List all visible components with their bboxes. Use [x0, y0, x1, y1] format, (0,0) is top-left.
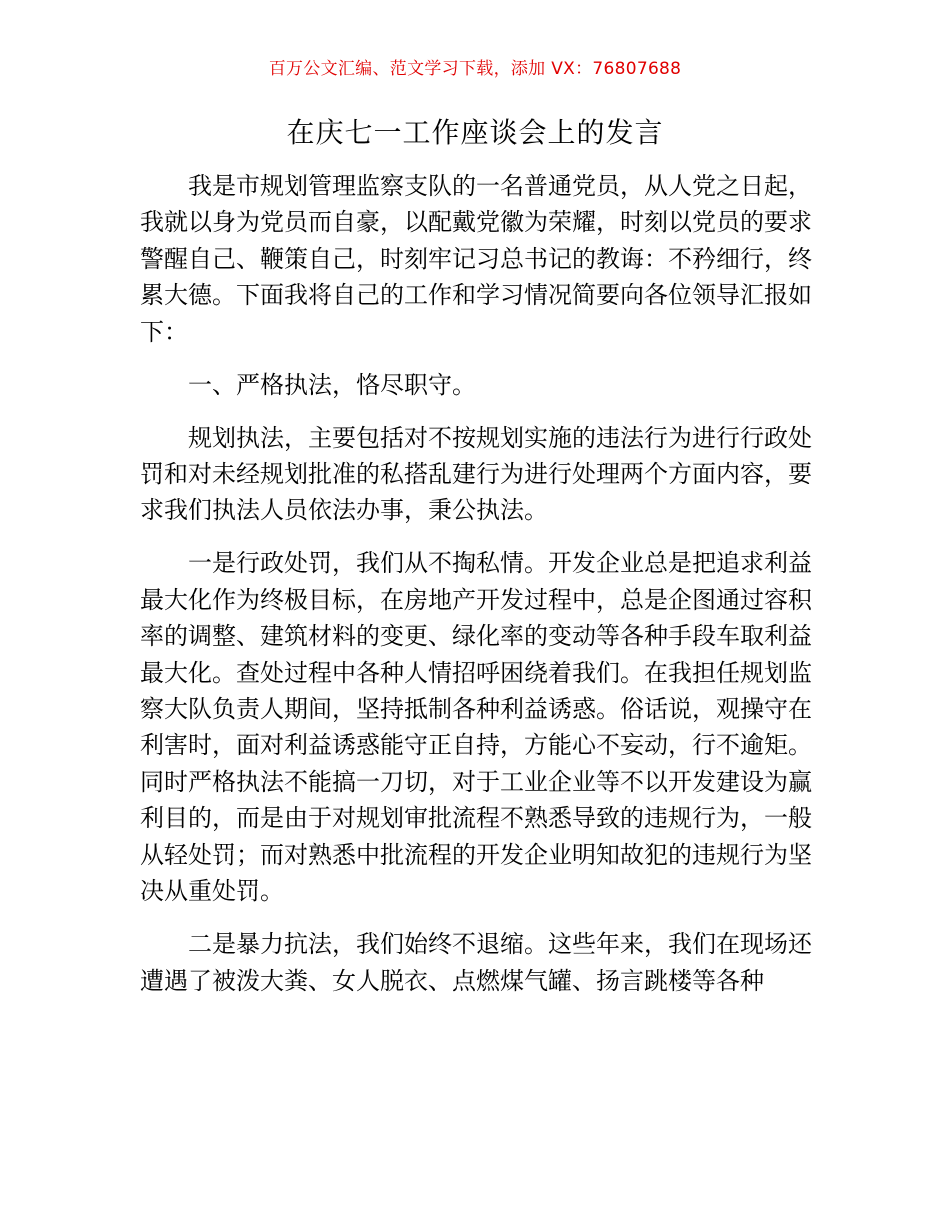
paragraph-violent-resistance: 二是暴力抗法，我们始终不退缩。这些年来，我们在现场还遭遇了被泼大粪、女人脱衣、点燃煤气罐、扬言跳楼等各种 [140, 930, 812, 995]
section-heading-1: 一、严格执法，恪尽职守。 [188, 370, 476, 399]
document-title: 在庆七一工作座谈会上的发言 [286, 116, 664, 149]
document-body [140, 168, 812, 999]
paragraph-intro: 我是市规划管理监察支队的一名普通党员，从人党之日起，我就以身为党员而自豪，以配戴党徽为荣耀，时刻以党员的要求警醒自己、鞭策自己，时刻牢记习总书记的教诲：不矜细行，终累大德。下面我将自己的工作和学习情况简要向各位领导汇报如下： [140, 172, 812, 346]
paragraph-administrative-penalty: 一是行政处罚，我们从不掏私情。开发企业总是把追求利益最大化作为终极目标，在房地产开发过程中，总是企图通过容积率的调整、建筑材料的变更、绿化率的变动等各种手段车取利益最大化。查处过程中各种人情招呼困绕着我们。在我担任规划监察大队负责人期间，坚持抵制各种利益诱惑。俗话说，观操守在利害时，面对利益诱惑能守正自持，方能心不妄动，行不逾矩。同时严格执法不能搞一刀切，对于工业企业等不以开发建设为赢利目的，而是由于对规划审批流程不熟悉导致的违规行为，一般从轻处罚；而对熟悉中批流程的开发企业明知故犯的违规行为坚决从重处罚。 [140, 549, 812, 906]
paragraph-enforcement-overview: 规划执法，主要包括对不按规划实施的违法行为进行行政处罚和对未经规划批准的私搭乱建行为进行处理两个方面内容，要求我们执法人员依法办事，秉公执法。 [140, 423, 812, 525]
header-note: 百万公文汇编、范文学习下载，添加 VX：76807688 [268, 59, 682, 79]
